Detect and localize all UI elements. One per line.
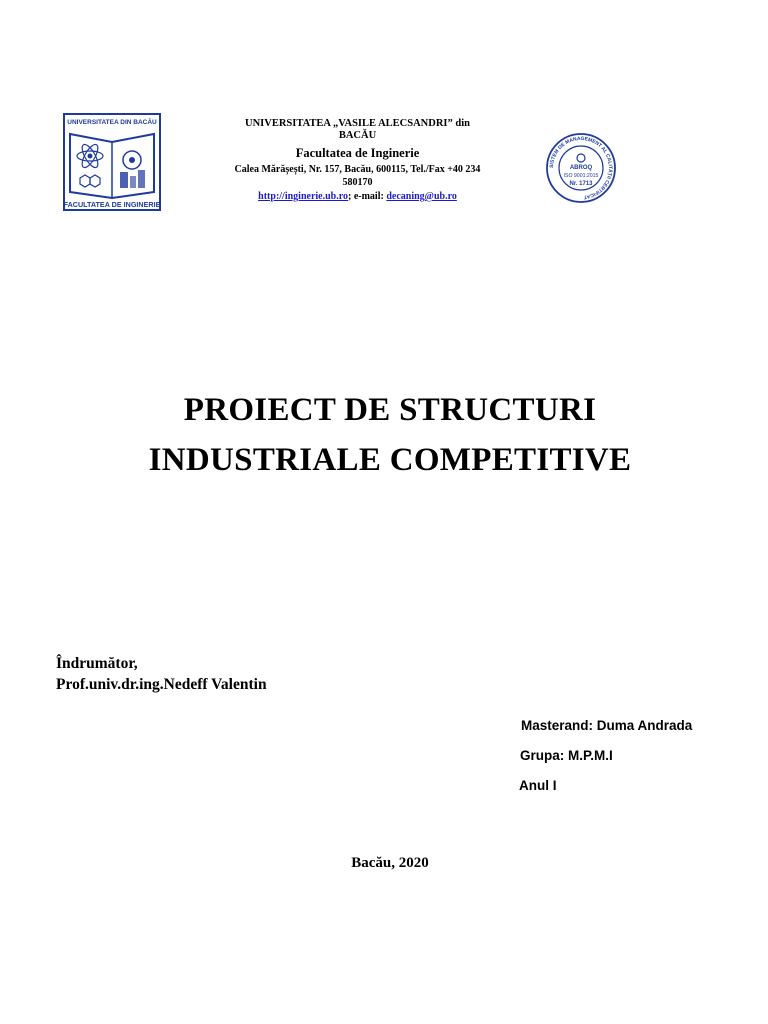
website-link[interactable]: http://inginerie.ub.ro <box>258 191 348 202</box>
student-year: Anul I <box>519 778 557 793</box>
faculty-logo <box>62 112 162 212</box>
address <box>205 163 510 189</box>
student-group: Grupa: M.P.M.I <box>520 748 613 763</box>
coordinator-name: Prof.univ.dr.ing.Nedeff Valentin <box>56 676 267 693</box>
email-link[interactable]: decaning@ub.ro <box>386 191 457 202</box>
email-label: ; e-mail: <box>347 191 387 202</box>
university-name-line1: UNIVERSITATEA „VASILE ALECSANDRI” din <box>245 118 470 129</box>
institution-header <box>205 118 510 203</box>
certification-seal <box>545 132 617 204</box>
project-title <box>0 385 768 485</box>
svg-text:ISO 9001:2015: ISO 9001:2015 <box>563 173 599 179</box>
svg-text:SISTEM DE MANAGEMENT AL CALITĂ: SISTEM DE MANAGEMENT AL CALITĂȚII CERTIFICAT <box>548 135 614 200</box>
faculty-name: Facultatea de Inginerie <box>295 146 420 160</box>
coordinator-block <box>56 653 267 695</box>
project-title-line1: PROIECT DE STRUCTURI <box>183 392 597 428</box>
masterand-name: Masterand: Duma Andrada <box>521 718 693 733</box>
svg-text:Nr. 1713: Nr. 1713 <box>569 181 593 187</box>
svg-text:UNIVERSITATEA DIN BACĂU: UNIVERSITATEA DIN BACĂU <box>67 119 157 126</box>
contact-line <box>205 190 510 203</box>
coordinator-label: Îndrumător, <box>56 655 138 672</box>
faculty-emblem-icon <box>62 112 162 212</box>
address-line2: 580170 <box>342 177 373 188</box>
svg-text:FACULTATEA DE INGINERIE: FACULTATEA DE INGINERIE <box>63 200 161 209</box>
certification-seal-icon <box>545 132 617 204</box>
svg-text:ABROQ: ABROQ <box>569 165 593 171</box>
address-line1: Calea Mărășești, Nr. 157, Bacău, 600115, Tel./Fax +40 234 <box>234 164 481 175</box>
university-name <box>205 118 510 142</box>
project-title-line2: INDUSTRIALE COMPETITIVE <box>148 442 632 478</box>
city-date: Bacău, 2020 <box>351 855 429 871</box>
university-name-line2: BACĂU <box>338 130 377 141</box>
